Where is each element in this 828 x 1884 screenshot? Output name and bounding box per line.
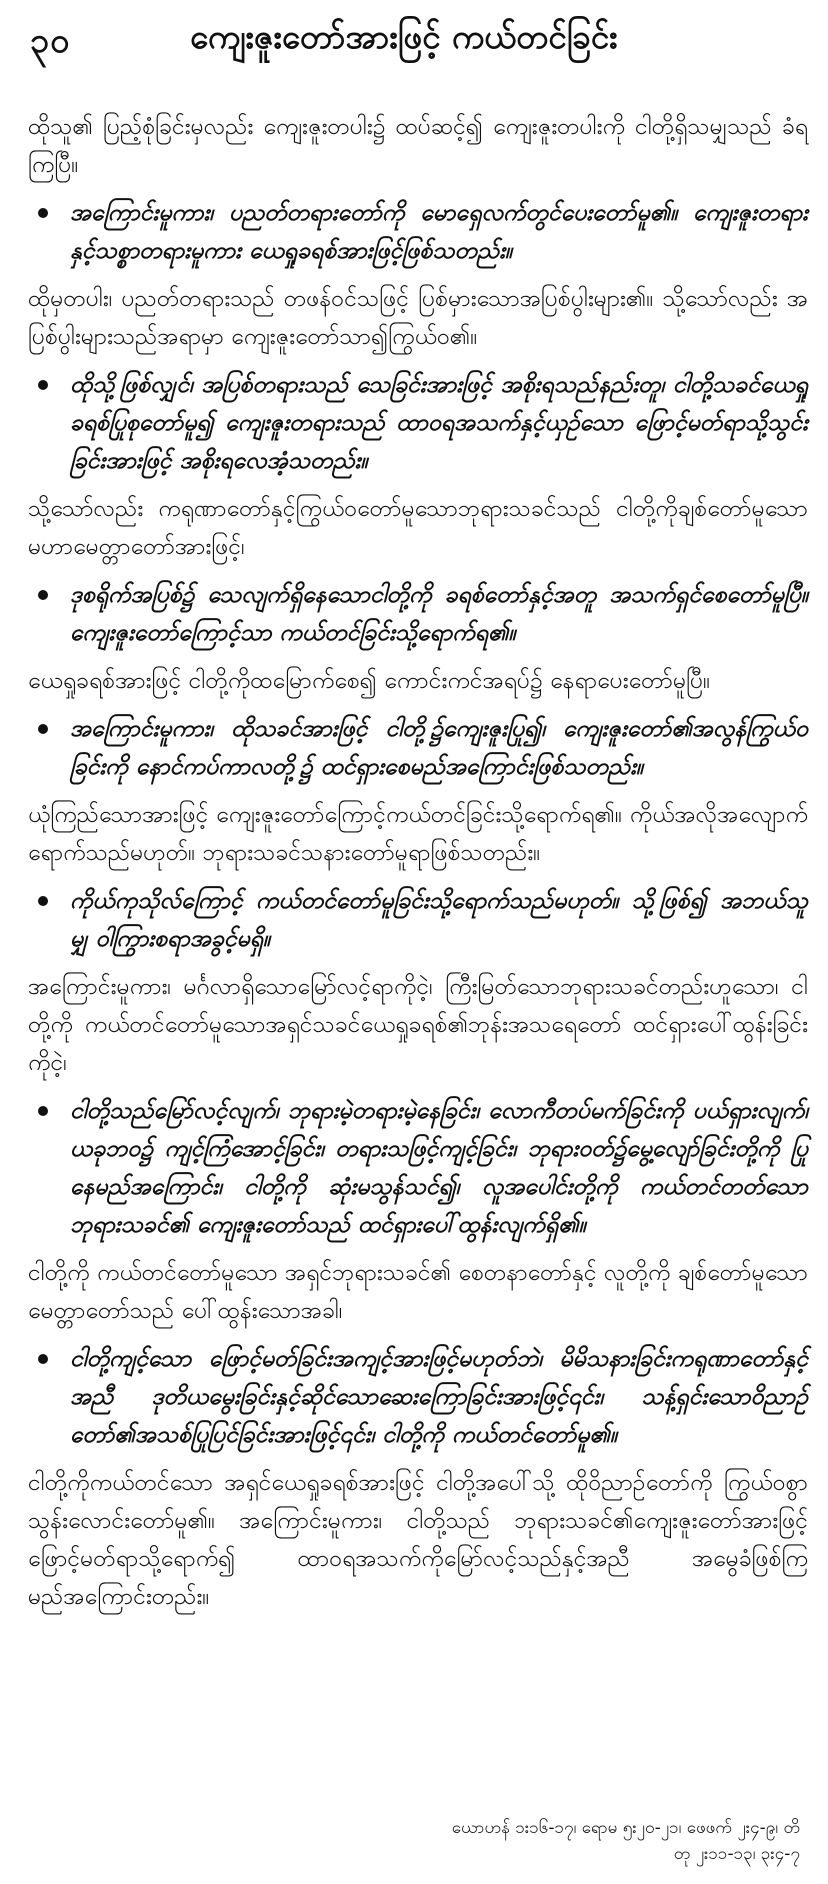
bullet-text: ငါတို့သည်မြော်လင့်လျက်၊ ဘုရားမဲ့တရားမဲ့နေခြင်း၊ လောကီတပ်မက်ခြင်းကို ပယ်ရှားလျက်၊ ယခုဘဝ၌ ကျင့်ကြံအောင့်ခြင်း၊ တရားသဖြင့်ကျင့်ခြင်း၊ ဘုရားဝတ်၌မွေ့လျော်ခြင်းတို့ကို ပြုနေမည်အကြောင်း၊ ငါတို့ကို ဆုံးမသွန်သင်၍၊ လူအပေါင်းတို့ကို ကယ်တင်တတ်သော ဘုရားသခင်၏ ကျေးဇူးတော်သည် ထင်ရှားပေါ်ထွန်းလျက်ရှိ၏။: [70, 1098, 808, 1238]
bullet-verse: [28, 576, 808, 652]
bullet-text: ထိုသို့ဖြစ်လျှင်၊ အပြစ်တရားသည် သေခြင်းအားဖြင့် အစိုးရသည်နည်းတူ၊ ငါတို့သခင်ယေရှုခရစ်ပြုစုတော်မူ၍ ကျေးဇူးတရားသည် ထာဝရအသက်နှင့်ယှဉ်သော ဖြောင့်မတ်ရာသို့သွင်းခြင်းအားဖြင့် အစိုးရလေအံ့သတည်း။: [70, 372, 808, 474]
scripture-reference: [452, 1815, 800, 1867]
paragraph: အကြောင်းမူကား၊ မင်္ဂလာရှိသောမြော်လင့်ရာကိုငဲ့၊ ကြီးမြတ်သောဘုရားသခင်တည်းဟူသော၊ ငါတို့ကို ကယ်တင်တော်မူသောအရှင်သခင်ယေရှုခရစ်၏ဘုန်းအသရေတော် ထင်ရှားပေါ်ထွန်းခြင်းကိုငဲ့၊: [28, 974, 808, 1076]
bullet-dot-icon: [38, 724, 48, 734]
header: [0, 0, 828, 80]
bullet-dot-icon: [38, 590, 48, 600]
paragraph: ထိုမှတပါး၊ ပညတ်တရားသည် တဖန်ဝင်သဖြင့် ပြစ်မှားသောအပြစ်ပွါးများ၏။ သို့သော်လည်း အပြစ်ပွါးများသည်အရာမှာ ကျေးဇူးတော်သာ၍ကြွယ်ဝ၏။: [28, 286, 808, 350]
bullet-text: ဒုစရိုက်အပြစ်၌ သေလျက်ရှိနေသောငါတို့ကို ခရစ်တော်နှင့်အတူ အသက်ရှင်စေတော်မူပြီ။ ကျေးဇူးတော်ကြောင့်သာ ကယ်တင်ခြင်းသို့ရောက်ရ၏။: [70, 582, 808, 646]
page-title: ကျေးဇူးတော်အားဖြင့် ကယ်တင်ခြင်း: [190, 17, 618, 56]
bullet-text: ငါတို့ကျင့်သော ဖြောင့်မတ်ခြင်းအကျင့်အားဖြင့်မဟုတ်ဘဲ၊ မိမိသနားခြင်းကရုဏာတော်နှင့်အညီ ဒုတိယမွေးခြင်းနှင့်ဆိုင်သောဆေးကြောခြင်းအားဖြင့်၎င်း၊ သန့်ရှင်းသောဝိညာဉ်တော်၏အသစ်ပြုပြင်ခြင်းအားဖြင့်၎င်း၊ ငါတို့ကို ကယ်တင်တော်မူ၏။: [70, 1346, 808, 1448]
page-number: ၃၀: [30, 21, 71, 61]
bullet-verse: [28, 710, 808, 786]
paragraph: ယေရှုခရစ်အားဖြင့် ငါတို့ကိုထမြောက်စေ၍ ကောင်းကင်အရပ်၌ နေရာပေးတော်မူပြီ။: [28, 668, 711, 694]
bullet-text: ကိုယ်ကုသိုလ်ကြောင့် ကယ်တင်တော်မူခြင်းသို့ရောက်သည်မဟုတ်။ သို့ဖြစ်၍ အဘယ်သူမျှ ဝါကြွားစရာအခွင့်မရှိ။: [70, 888, 808, 952]
bullet-text: အကြောင်းမူကား၊ ပညတ်တရားတော်ကို မောရှေလက်တွင်ပေးတော်မူ၏။ ကျေးဇူးတရားနှင့်သစ္စာတရားမူကား ယေရှုခရစ်အားဖြင့်ဖြစ်သတည်း။: [70, 200, 808, 264]
bullet-dot-icon: [38, 896, 48, 906]
bullet-verse: [28, 366, 808, 480]
bullet-verse: [28, 882, 808, 958]
reference-line: ယောဟန် ၁း၁၆-၁၇၊ ရောမ ၅း၂၀-၂၁၊ ဖေဖက် ၂း၄-၉၊ တိ: [451, 1818, 800, 1838]
bullet-verse: [28, 194, 808, 270]
bullet-dot-icon: [38, 380, 48, 390]
paragraph: ငါတို့ကို ကယ်တင်တော်မူသော အရှင်ဘုရားသခင်၏ စေတနာတော်နှင့် လူတို့ကို ချစ်တော်မူသောမေတ္တာတော်သည် ပေါ်ထွန်းသောအခါ၊: [28, 1260, 808, 1324]
paragraph: ယုံကြည်သောအားဖြင့် ကျေးဇူးတော်ကြောင့်ကယ်တင်ခြင်းသို့ရောက်ရ၏။ ကိုယ်အလိုအလျောက်ရောက်သည်မဟုတ်။ ဘုရားသခင်သနားတော်မူရာဖြစ်သတည်း။: [28, 802, 808, 866]
bullet-dot-icon: [38, 1106, 48, 1116]
bullet-verse: [28, 1340, 808, 1454]
bullet-text: အကြောင်းမူကား၊ ထိုသခင်အားဖြင့် ငါတို့၌ကျေးဇူးပြု၍၊ ကျေးဇူးတော်၏အလွန်ကြွယ်ဝခြင်းကို နောင်ကပ်ကာလတို့၌ ထင်ရှားစေမည်အကြောင်းဖြစ်သတည်း။: [70, 716, 808, 780]
bullet-verse: [28, 1092, 808, 1244]
bullet-dot-icon: [38, 208, 48, 218]
paragraph: ထိုသူ၏ ပြည့်စုံခြင်းမှလည်း ကျေးဇူးတပါး၌ ထပ်ဆင့်၍ ကျေးဇူးတပါးကို ငါတို့ရှိသမျှသည် ခံရကြပြီ။: [28, 114, 808, 178]
document-body: [28, 108, 808, 1626]
reference-line: တု ၂း၁၁-၁၃၊ ၃း၄-၇: [673, 1844, 800, 1864]
paragraph: ငါတို့ကိုကယ်တင်သော အရှင်ယေရှုခရစ်အားဖြင့် ငါတို့အပေါ်သို့ ထိုဝိညာဉ်တော်ကို ကြွယ်ဝစွာ သွန်းလောင်းတော်မူ၏။ အကြောင်းမူကား၊ ငါတို့သည် ဘုရားသခင်၏ကျေးဇူးတော်အားဖြင့်ဖြောင့်မတ်ရာသို့ရောက်၍ ထာဝရအသက်ကိုမြော်လင့်သည်နှင့်အညီ အမွေခံဖြစ်ကြမည်အကြောင်းတည်း။: [28, 1470, 808, 1610]
paragraph: သို့သော်လည်း ကရုဏာတော်နှင့်ကြွယ်ဝတော်မူသောဘုရားသခင်သည် ငါတို့ကိုချစ်တော်မူသော မဟာမေတ္တာတော်အားဖြင့်၊: [28, 496, 808, 560]
bullet-dot-icon: [38, 1354, 48, 1364]
